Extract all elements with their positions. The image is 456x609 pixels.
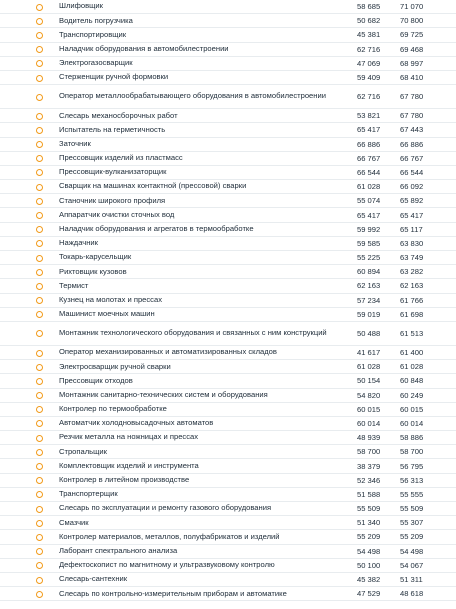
profession-name: Оператор механизированных и автоматизированных складов	[59, 347, 277, 357]
table-row	[0, 237, 456, 251]
profession-name: Токарь-карусельщик	[59, 252, 132, 262]
profession-name: Слесарь по эксплуатации и ремонту газового оборудования	[59, 503, 272, 513]
salary-value-2: 63 282	[400, 267, 424, 277]
salary-value-1: 55 074	[357, 196, 381, 206]
profession-name: Стерженщик ручной формовки	[59, 72, 169, 82]
profession-name: Дефектоскопист по магнитному и ультразвуковому контролю	[59, 560, 275, 570]
bullet-icon	[36, 406, 43, 413]
salary-value-2: 61 513	[400, 328, 424, 338]
bullet-icon	[36, 155, 43, 162]
profession-name: Аппаратчик очистки сточных вод	[59, 209, 175, 219]
bullet-icon	[36, 378, 43, 385]
table-row	[0, 545, 456, 559]
profession-name: Прессовщик изделий из пластмасс	[59, 153, 183, 163]
salary-value-2: 66 092	[400, 182, 424, 192]
table-row	[0, 152, 456, 166]
salary-value-1: 58 700	[357, 447, 381, 457]
table-row	[0, 459, 456, 473]
profession-name: Испытатель на герметичность	[59, 124, 166, 134]
salary-value-1: 41 617	[357, 348, 381, 358]
table-row	[0, 223, 456, 237]
bullet-icon	[36, 330, 43, 337]
salary-value-2: 60 848	[400, 376, 424, 386]
profession-name: Контролер по термообработке	[59, 404, 167, 414]
table-row	[0, 14, 456, 28]
salary-value-2: 68 410	[400, 73, 424, 83]
profession-name: Электрогазосварщик	[59, 58, 133, 68]
profession-name: Стропальщик	[59, 446, 107, 456]
salary-value-2: 56 795	[400, 461, 424, 471]
table-row	[0, 374, 456, 388]
bullet-icon	[36, 198, 43, 205]
table-row	[0, 417, 456, 431]
bullet-icon	[36, 283, 43, 290]
profession-name: Автоматчик холодновысадочных автоматов	[59, 418, 214, 428]
bullet-icon	[36, 435, 43, 442]
salary-value-2: 58 700	[400, 447, 424, 457]
table-row	[0, 445, 456, 459]
table-row	[0, 85, 456, 109]
salary-value-1: 59 409	[357, 73, 381, 83]
salary-value-2: 67 780	[400, 111, 424, 121]
profession-name: Наладчик оборудования и агрегатов в термообработке	[59, 224, 254, 234]
bullet-icon	[36, 311, 43, 318]
profession-name: Кузнец на молотах и прессах	[59, 294, 163, 304]
profession-name: Станочник широкого профиля	[59, 195, 166, 205]
salary-value-1: 45 381	[357, 30, 381, 40]
salary-value-2: 56 313	[400, 475, 424, 485]
salary-value-2: 63 830	[400, 238, 424, 248]
salary-value-1: 60 015	[357, 404, 381, 414]
table-row	[0, 346, 456, 360]
salary-value-2: 54 067	[400, 560, 424, 570]
table-row	[0, 57, 456, 71]
bullet-icon	[36, 226, 43, 233]
table-row	[0, 431, 456, 445]
salary-value-2: 55 555	[400, 489, 424, 499]
profession-name: Смазчик	[59, 517, 89, 527]
salary-value-1: 55 509	[357, 504, 381, 514]
table-row	[0, 322, 456, 346]
salary-value-2: 66 767	[400, 153, 424, 163]
bullet-icon	[36, 46, 43, 53]
salary-value-1: 45 382	[357, 575, 381, 585]
salary-value-1: 55 209	[357, 532, 381, 542]
table-row	[0, 516, 456, 530]
salary-value-2: 65 892	[400, 196, 424, 206]
salary-value-2: 69 725	[400, 30, 424, 40]
table-row	[0, 194, 456, 208]
bullet-icon	[36, 548, 43, 555]
salary-value-2: 55 307	[400, 518, 424, 528]
salary-value-1: 55 225	[357, 253, 381, 263]
bullet-icon	[36, 32, 43, 39]
table-row	[0, 587, 456, 601]
salary-value-1: 59 992	[357, 224, 381, 234]
table-row	[0, 265, 456, 279]
bullet-icon	[36, 577, 43, 584]
bullet-icon	[36, 94, 43, 101]
salary-value-1: 57 234	[357, 295, 381, 305]
bullet-icon	[36, 269, 43, 276]
salary-value-1: 50 100	[357, 560, 381, 570]
profession-name: Оператор металлообрабатывающего оборудования в автомобилестроении	[59, 91, 326, 101]
profession-name: Шлифовщик	[59, 1, 103, 11]
salary-value-1: 51 340	[357, 518, 381, 528]
table-row	[0, 474, 456, 488]
profession-name: Наждачник	[59, 238, 98, 248]
table-row	[0, 360, 456, 374]
profession-name: Монтажник санитарно-технических систем и оборудования	[59, 389, 268, 399]
salary-value-2: 66 544	[400, 167, 424, 177]
table-row	[0, 502, 456, 516]
table-row	[0, 251, 456, 265]
bullet-icon	[36, 562, 43, 569]
bullet-icon	[36, 169, 43, 176]
salary-value-1: 38 379	[357, 461, 381, 471]
table-row	[0, 389, 456, 403]
salary-value-2: 62 163	[400, 281, 424, 291]
salary-value-2: 70 800	[400, 16, 424, 26]
salary-value-2: 61 766	[400, 295, 424, 305]
salary-value-1: 65 417	[357, 125, 381, 135]
bullet-icon	[36, 60, 43, 67]
salary-value-1: 48 939	[357, 433, 381, 443]
salary-value-1: 54 498	[357, 546, 381, 556]
bullet-icon	[36, 113, 43, 120]
bullet-icon	[36, 297, 43, 304]
bullet-icon	[36, 127, 43, 134]
salary-value-1: 53 821	[357, 111, 381, 121]
salary-value-2: 55 509	[400, 504, 424, 514]
table-row	[0, 71, 456, 85]
profession-name: Сварщик на машинах контактной (прессовой) сварки	[59, 181, 247, 191]
profession-name: Термист	[59, 280, 89, 290]
salary-value-1: 61 028	[357, 362, 381, 372]
salary-value-2: 60 014	[400, 418, 424, 428]
salary-value-2: 61 028	[400, 362, 424, 372]
profession-name: Слесарь по контрольно-измерительным приборам и автоматике	[59, 588, 287, 598]
table-row	[0, 488, 456, 502]
salary-value-2: 54 498	[400, 546, 424, 556]
salary-value-2: 65 417	[400, 210, 424, 220]
salary-value-2: 60 015	[400, 404, 424, 414]
profession-name: Электросварщик ручной сварки	[59, 361, 171, 371]
table-row	[0, 559, 456, 573]
salary-value-1: 65 417	[357, 210, 381, 220]
table-row	[0, 123, 456, 137]
salary-value-1: 62 716	[357, 92, 381, 102]
bullet-icon	[36, 212, 43, 219]
table-row	[0, 308, 456, 322]
bullet-icon	[36, 364, 43, 371]
profession-name: Контролер материалов, металлов, полуфабрикатов и изделий	[59, 531, 280, 541]
bullet-icon	[36, 18, 43, 25]
table-row	[0, 28, 456, 42]
profession-name: Водитель погрузчика	[59, 15, 133, 25]
salary-value-1: 51 588	[357, 489, 381, 499]
bullet-icon	[36, 534, 43, 541]
table-row	[0, 573, 456, 587]
bullet-icon	[36, 240, 43, 247]
salary-value-1: 58 685	[357, 2, 381, 12]
bullet-icon	[36, 449, 43, 456]
bullet-icon	[36, 350, 43, 357]
bullet-icon	[36, 491, 43, 498]
bullet-icon	[36, 520, 43, 527]
profession-name: Монтажник технологического оборудования и связанных с ним конструкций	[59, 328, 327, 338]
bullet-icon	[36, 392, 43, 399]
bullet-icon	[36, 477, 43, 484]
table-row	[0, 0, 456, 14]
bullet-icon	[36, 591, 43, 598]
profession-name: Наладчик оборудования в автомобилестроении	[59, 43, 229, 53]
salary-value-1: 59 585	[357, 238, 381, 248]
salary-value-2: 51 311	[400, 575, 423, 585]
salary-value-1: 47 529	[357, 589, 381, 599]
salary-value-2: 67 780	[400, 92, 424, 102]
profession-name: Слесарь механосборочных работ	[59, 110, 178, 120]
salary-value-1: 50 488	[357, 328, 381, 338]
table-row	[0, 138, 456, 152]
salary-value-2: 69 468	[400, 44, 424, 54]
salary-value-2: 48 618	[400, 589, 424, 599]
bullet-icon	[36, 184, 43, 191]
table-row	[0, 43, 456, 57]
salary-value-2: 55 209	[400, 532, 424, 542]
profession-name: Контролер в литейном производстве	[59, 475, 190, 485]
salary-value-1: 52 346	[357, 475, 381, 485]
salary-value-1: 50 682	[357, 16, 381, 26]
salary-value-2: 61 698	[400, 309, 424, 319]
salary-value-1: 54 820	[357, 390, 381, 400]
bullet-icon	[36, 4, 43, 11]
salary-value-1: 50 154	[357, 376, 381, 386]
salary-value-1: 66 544	[357, 167, 381, 177]
table-row	[0, 403, 456, 417]
bullet-icon	[36, 75, 43, 82]
bullet-icon	[36, 141, 43, 148]
bullet-icon	[36, 506, 43, 513]
salary-value-1: 62 163	[357, 281, 381, 291]
salary-value-2: 71 070	[400, 2, 424, 12]
profession-name: Резчик металла на ножницах и прессах	[59, 432, 199, 442]
profession-name: Транспортерщик	[59, 489, 118, 499]
salary-value-2: 65 117	[400, 224, 423, 234]
table-row	[0, 109, 456, 123]
salary-value-1: 66 886	[357, 139, 381, 149]
salary-value-2: 68 997	[400, 58, 424, 68]
salary-value-2: 67 443	[400, 125, 424, 135]
profession-name: Лаборант спектрального анализа	[59, 545, 178, 555]
table-row	[0, 294, 456, 308]
salary-value-2: 60 249	[400, 390, 424, 400]
profession-name: Слесарь-сантехник	[59, 574, 128, 584]
profession-name: Машинист моечных машин	[59, 309, 155, 319]
table-row	[0, 279, 456, 293]
profession-name: Рихтовщик кузовов	[59, 266, 127, 276]
table-row	[0, 530, 456, 544]
table-row	[0, 166, 456, 180]
profession-name: Транспортировщик	[59, 29, 127, 39]
table-row	[0, 208, 456, 222]
salary-value-2: 61 400	[400, 348, 424, 358]
salary-value-1: 62 716	[357, 44, 381, 54]
salary-value-2: 58 886	[400, 433, 424, 443]
profession-name: Прессовщик отходов	[59, 375, 133, 385]
profession-name: Заточник	[59, 138, 91, 148]
profession-name: Комплектовщик изделий и инструмента	[59, 460, 199, 470]
bullet-icon	[36, 420, 43, 427]
bullet-icon	[36, 255, 43, 262]
bullet-icon	[36, 463, 43, 470]
salary-value-2: 63 749	[400, 253, 424, 263]
salary-value-1: 60 014	[357, 418, 381, 428]
salary-value-2: 66 886	[400, 139, 424, 149]
salary-value-1: 47 069	[357, 58, 381, 68]
salary-value-1: 59 019	[357, 309, 381, 319]
salary-value-1: 61 028	[357, 182, 381, 192]
table-row	[0, 180, 456, 194]
salary-value-1: 60 894	[357, 267, 381, 277]
profession-name: Прессовщик-вулканизаторщик	[59, 167, 167, 177]
salary-value-1: 66 767	[357, 153, 381, 163]
